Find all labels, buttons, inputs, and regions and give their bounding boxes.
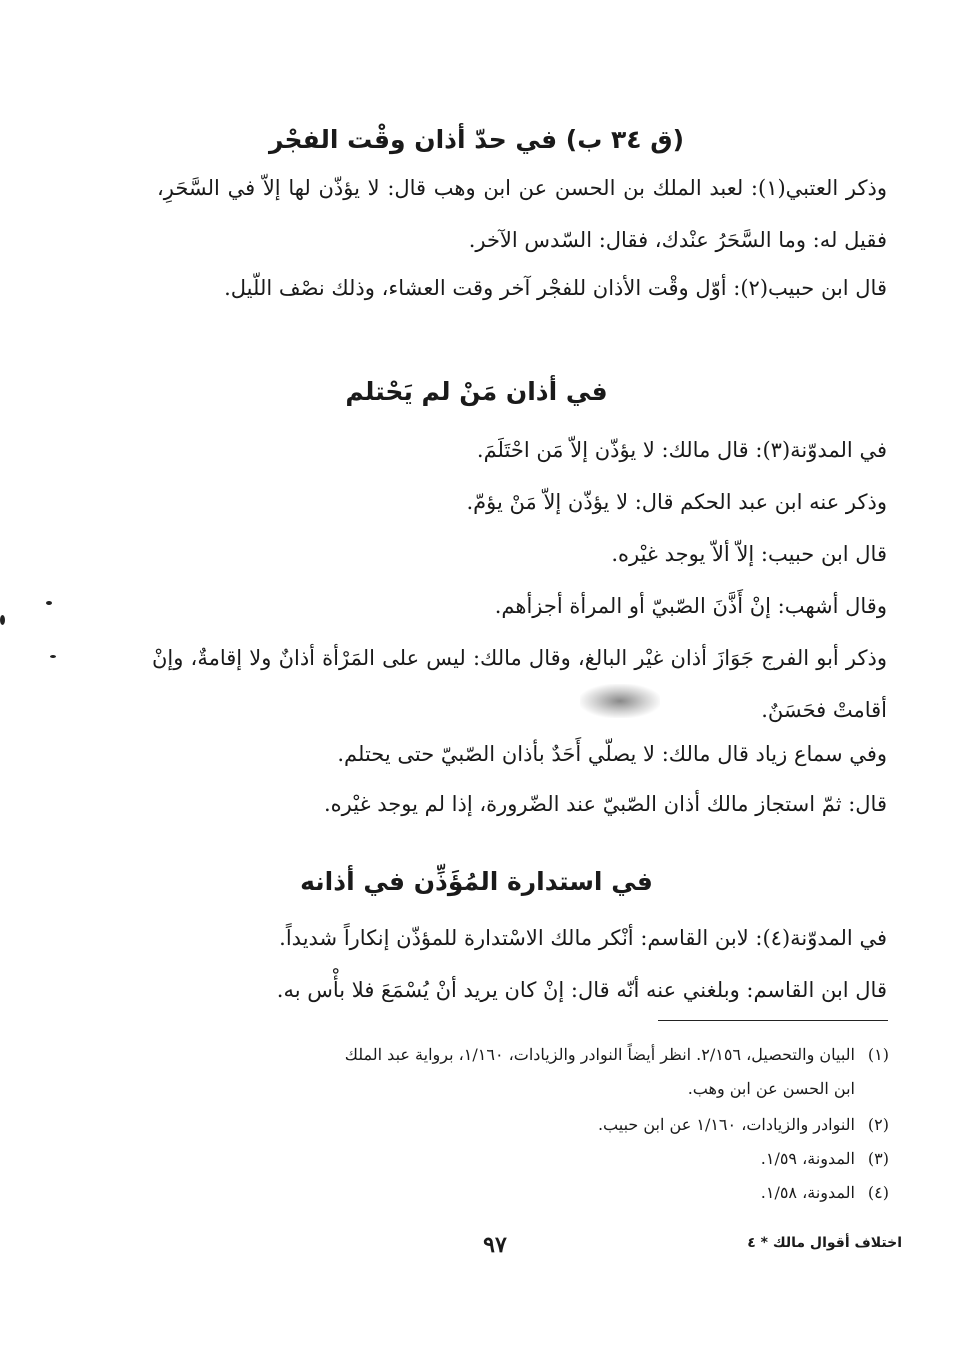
footnote-number: (٣) bbox=[867, 1149, 889, 1168]
heading-fajr-adhan: (ق ٣٤ ب) في حدّ أذان وقْت الفجْر bbox=[268, 125, 685, 154]
heading-muezzin-turning: في استدارة المُؤَذِّن في أذانه bbox=[300, 867, 653, 896]
footnote bbox=[161, 1142, 889, 1176]
footnote-text: النوادر والزيادات، ١/١٦٠ عن ابن حبيب. bbox=[597, 1115, 855, 1134]
text-line: قال: ثمّ استجاز مالك أذان الصّبيّ عند الضّرورة، إذا لم يوجد غيْره. bbox=[323, 792, 887, 816]
heading-non-adult-adhan: في أذان مَنْ لم يَحْتلم bbox=[345, 377, 608, 406]
footnote-number: (٤) bbox=[867, 1183, 889, 1202]
paragraph-abu-al-faraj: وذكر أبو الفرج جَوَازَ أذان غيْر البالغ، وقال مالك: ليس على المَرْأة أذانٌ ولا إقامةٌ، وإنْ أقامتْ فحَسَنٌ. bbox=[152, 646, 887, 722]
text-line: في المدوّنة(٣): قال مالك: لا يؤذّن إلاّ مَن احْتَلَمَ. bbox=[476, 438, 887, 462]
text-line: قال ابن القاسم: وبلغني عنه أنّه قال: إنْ كان يريد أنْ يُسْمَعَ فلا بأْس به. bbox=[276, 978, 887, 1002]
page-number: ٩٧ bbox=[483, 1232, 507, 1258]
footnote bbox=[161, 1038, 889, 1072]
footnote-text: المدونة، ١/٥٨. bbox=[760, 1183, 855, 1202]
scan-speck bbox=[50, 655, 56, 658]
footnote-continuation: ابن الحسن عن ابن وهب. bbox=[687, 1079, 855, 1098]
text-line: وذكر عنه ابن عبد الحكم قال: لا يؤذّن إلاّ مَنْ يؤمّ. bbox=[466, 490, 887, 514]
paragraph-ibn-habib: قال ابن حبيب(٢): أوّل وقْت الأذان للفجْر آخر وقت العشاء، وذلك نصْف اللّيل. bbox=[224, 276, 887, 300]
footnote-number: (٢) bbox=[867, 1115, 889, 1134]
footnote-text: المدونة، ١/٥٩. bbox=[760, 1149, 855, 1168]
text-line: في المدوّنة(٤): لابن القاسم: أنْكر مالك الاسْتدارة للمؤذّن إنكاراً شديداً. bbox=[279, 926, 887, 950]
paragraph-utbi: وذكر العتبي(١): لعبد الملك بن الحسن عن ابن وهب قال: لا يؤذّن لها إلاّ في السَّحَرِ، فقيل له: وما السَّحَرُ عنْدك، فقال: السّدس الآخر. bbox=[157, 176, 887, 252]
ink-blot bbox=[580, 684, 660, 718]
footnote-number: (١) bbox=[867, 1045, 889, 1064]
scan-speck bbox=[46, 601, 52, 605]
footnote-divider bbox=[658, 1020, 888, 1021]
book-title-footer: اختلاف أقوال مالك * ٤ bbox=[747, 1235, 902, 1251]
text-line: وقال أشهب: إنْ أَذَّنَ الصّبيّ أو المرأة أجزأهم. bbox=[494, 594, 887, 618]
footnote bbox=[161, 1176, 889, 1210]
scan-speck bbox=[0, 615, 5, 625]
footnote bbox=[161, 1108, 889, 1142]
footnote-text: البيان والتحصيل، ٢/١٥٦. انظر أيضاً النوادر والزيادات، ١/١٦٠، برواية عبد الملك bbox=[344, 1045, 855, 1064]
text-line: قال ابن حبيب: إلاّ ألاّ يوجد غيْره. bbox=[611, 542, 887, 566]
text-line: وفي سماع زياد قال مالك: لا يصلّي أَحَدٌ بأذان الصّبيّ حتى يحتلم. bbox=[337, 742, 887, 766]
